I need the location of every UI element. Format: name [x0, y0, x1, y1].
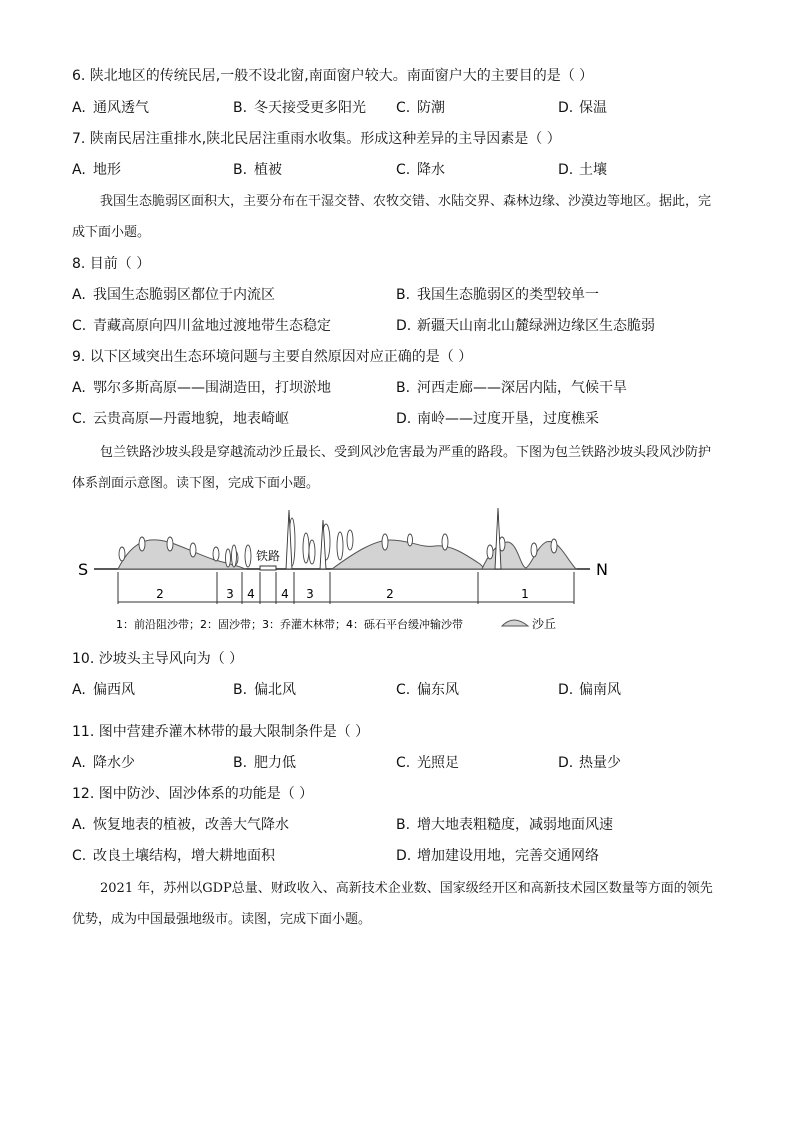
question-10-option-d[interactable]: D. 偏南风: [558, 682, 621, 698]
question-12-stem: 12. 图中防沙、固沙体系的功能是（ ）: [72, 786, 314, 802]
question-9-option-d[interactable]: D. 南岭——过度开垦，过度樵采: [396, 411, 599, 427]
question-8-option-c[interactable]: C. 青藏高原向四川盆地过渡地带生态稳定: [72, 318, 331, 334]
question-11-option-a[interactable]: A. 降水少: [72, 755, 135, 771]
question-7-option-a[interactable]: A. 地形: [72, 162, 121, 178]
railway-intro-paragraph: 包兰铁路沙坡头段是穿越流动沙丘最长、受到风沙危害最为严重的路段。下图为包兰铁路沙坡头段风沙防护体系剖面示意图。读下图，完成下面小题。: [72, 445, 712, 491]
question-9-option-c[interactable]: C. 云贵高原—丹霞地貌，地表崎岖: [72, 411, 289, 427]
question-7-option-d[interactable]: D. 土壤: [558, 162, 607, 178]
question-8-stem: 8. 目前（ ）: [72, 256, 151, 272]
segment-ticks: [118, 572, 574, 604]
question-7-option-b[interactable]: B. 植被: [233, 162, 282, 178]
railway-track: [260, 566, 276, 570]
segment-label: 4: [281, 587, 289, 601]
question-9-stem: 9. 以下区域突出生态环境问题与主要自然原因对应正确的是（ ）: [72, 349, 473, 365]
question-10-option-c[interactable]: C. 偏东风: [396, 682, 459, 698]
segment-label: 2: [386, 587, 394, 601]
question-6-option-a[interactable]: A. 通风透气: [72, 100, 149, 116]
question-10-option-b[interactable]: B. 偏北风: [233, 682, 296, 698]
question-10-option-a[interactable]: A. 偏西风: [72, 682, 135, 698]
question-6-option-b[interactable]: B. 冬天接受更多阳光: [233, 100, 366, 116]
segment-label: 3: [306, 587, 314, 601]
question-6-option-c[interactable]: C. 防潮: [396, 100, 445, 116]
ecology-intro-paragraph: 我国生态脆弱区面积大，主要分布在干湿交替、农牧交错、水陆交界、森林边缘、沙漠边等地区。据此，完成下面小题。: [72, 194, 712, 240]
question-9-option-a[interactable]: A. 鄂尔多斯高原——围湖造田，打坝淤地: [72, 380, 331, 396]
question-7-stem: 7. 陕南民居注重排水,陕北民居注重雨水收集。形成这种差异的主导因素是（ ）: [72, 131, 561, 147]
segment-numbers: [156, 587, 529, 601]
question-11-option-d[interactable]: D. 热量少: [558, 755, 621, 771]
question-7-option-c[interactable]: C. 降水: [396, 162, 445, 178]
segment-label: 2: [156, 587, 164, 601]
segment-label: 4: [247, 587, 255, 601]
question-11-option-b[interactable]: B. 肥力低: [233, 755, 296, 771]
question-11-option-c[interactable]: C. 光照足: [396, 755, 459, 771]
south-label: S: [78, 560, 89, 579]
sand-protection-profile-diagram: [70, 500, 670, 640]
segment-label: 3: [226, 587, 234, 601]
question-8-option-a[interactable]: A. 我国生态脆弱区都位于内流区: [72, 287, 275, 303]
question-12-option-b[interactable]: B. 增大地表粗糙度，减弱地面风速: [396, 817, 613, 833]
question-12-option-a[interactable]: A. 恢复地表的植被，改善大气降水: [72, 817, 289, 833]
dune-legend-icon: [502, 620, 528, 626]
question-12-option-c[interactable]: C. 改良土壤结构，增大耕地面积: [72, 848, 275, 864]
question-11-stem: 11. 图中营建乔灌木林带的最大限制条件是（ ）: [72, 724, 370, 740]
question-6-stem: 6. 陕北地区的传统民居,一般不设北窗,南面窗户较大。南面窗户大的主要目的是（ ）: [72, 68, 594, 84]
question-6-option-d[interactable]: D. 保温: [558, 100, 607, 116]
north-label: N: [596, 560, 608, 579]
diagram-legend: 1：前沿阻沙带；2：固沙带；3：乔灌木林带；4：砾石平台缓冲输沙带: [116, 618, 463, 631]
question-12-option-d[interactable]: D. 增加建设用地，完善交通网络: [396, 848, 599, 864]
question-10-stem: 10. 沙坡头主导风向为（ ）: [72, 651, 244, 667]
question-9-option-b[interactable]: B. 河西走廊——深居内陆，气候干旱: [396, 380, 627, 396]
segment-label: 1: [521, 587, 529, 601]
dune-legend-label: 沙丘: [532, 617, 557, 631]
railway-label: 铁路: [256, 549, 281, 563]
question-8-option-d[interactable]: D. 新疆天山南北山麓绿洲边缘区生态脆弱: [396, 318, 655, 334]
suzhou-intro-paragraph: 2021 年，苏州以GDP总量、财政收入、高新技术企业数、国家级经开区和高新技术园区数量等方面的领先优势，成为中国最强地级市。读图，完成下面小题。: [72, 881, 713, 927]
question-8-option-b[interactable]: B. 我国生态脆弱区的类型较单一: [396, 287, 599, 303]
